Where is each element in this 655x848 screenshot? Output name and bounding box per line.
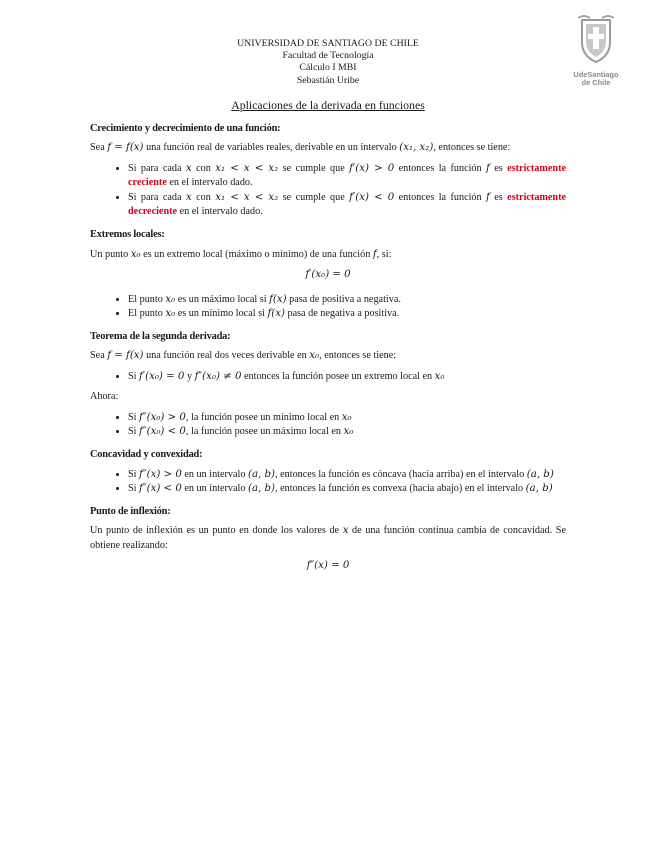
section-heading-inflection: Punto de inflexión: xyxy=(90,505,171,517)
header-university: UNIVERSIDAD DE SANTIAGO DE CHILE xyxy=(237,38,419,49)
list-extrema xyxy=(90,293,566,322)
list-item: • El punto x₀ es un mínimo local si f(x) pasa de negativa a positiva. xyxy=(128,307,566,321)
list-item: • Si f″(x) > 0 en un intervalo (a, b), entonces la función es cóncava (hacia arriba) en el intervalo (a, b) xyxy=(128,468,566,482)
university-logo xyxy=(568,14,624,90)
udesantiago-shield-icon xyxy=(576,14,616,66)
section-heading-growth: Crecimiento y decrecimiento de una función: xyxy=(90,122,281,134)
list-item: • El punto x₀ es un máximo local si f(x) pasa de positiva a negativa. xyxy=(128,293,566,307)
list-item: • Si f″(x) < 0 en un intervalo (a, b), entonces la función es convexa (hacia abajo) en el intervalo (a, b) xyxy=(128,482,566,496)
paragraph-inflection: Un punto de inflexión es un punto en donde los valores de x de una función continua cambia de concavidad. Se obtiene realizando: xyxy=(90,525,566,551)
list-item: • Si f″(x₀) < 0, la función posee un máximo local en x₀ xyxy=(128,425,566,439)
list-second-derivative-b xyxy=(90,411,566,440)
logo-label-2: de Chile xyxy=(581,78,611,88)
list-item: • Si f″(x₀) > 0, la función posee un mínimo local en x₀ xyxy=(128,411,566,425)
document-header xyxy=(90,38,566,87)
paragraph-growth-intro: Sea f = f(x) una función real de variables reales, derivable en un intervalo (x₁, x₂), entonces se tiene: xyxy=(90,142,511,154)
header-author: Sebastián Uribe xyxy=(296,74,360,86)
header-course: Cálculo I MBI xyxy=(299,62,357,74)
list-item: • Si para cada x con x₁ < x < x₂ se cumple que f′(x) > 0 entonces la función f es estrictamente creciente en el intervalo dado. xyxy=(128,162,566,191)
highlight-decreasing: estrictamente decreciente xyxy=(128,191,566,218)
document-title: Aplicaciones de la derivada en funciones xyxy=(231,97,425,112)
section-heading-concavity: Concavidad y convexidad: xyxy=(90,448,203,460)
list-concavity xyxy=(90,468,566,497)
section-heading-second-derivative: Teorema de la segunda derivada: xyxy=(90,330,231,342)
highlight-increasing: estrictamente creciente xyxy=(128,162,566,189)
paragraph-second-derivative-intro: Sea f = f(x) una función real dos veces derivable en x₀, entonces se tiene: xyxy=(90,350,397,362)
logo-label-1: UdeSantiago xyxy=(573,70,619,80)
paragraph-ahora: Ahora: xyxy=(90,391,119,403)
section-heading-local-extrema: Extremos locales: xyxy=(90,228,165,240)
list-growth xyxy=(90,162,566,220)
header-faculty: Facultad de Tecnología xyxy=(282,50,374,62)
list-second-derivative-a xyxy=(90,370,566,384)
equation-second-derivative: f″(x) = 0 xyxy=(306,560,350,572)
list-item: • Si para cada x con x₁ < x < x₂ se cumple que f′(x) < 0 entonces la función f es estrictamente decreciente en el intervalo dado. xyxy=(128,191,566,220)
document-page xyxy=(90,38,566,584)
list-item: • Si f′(x₀) = 0 y f″(x₀) ≠ 0 entonces la función posee un extremo local en x₀ xyxy=(128,370,566,384)
equation-first-derivative: f′(x₀) = 0 xyxy=(305,269,351,281)
paragraph-extrema-intro: Un punto x₀ es un extremo local (máximo o mínimo) de una función f, si: xyxy=(90,248,392,260)
